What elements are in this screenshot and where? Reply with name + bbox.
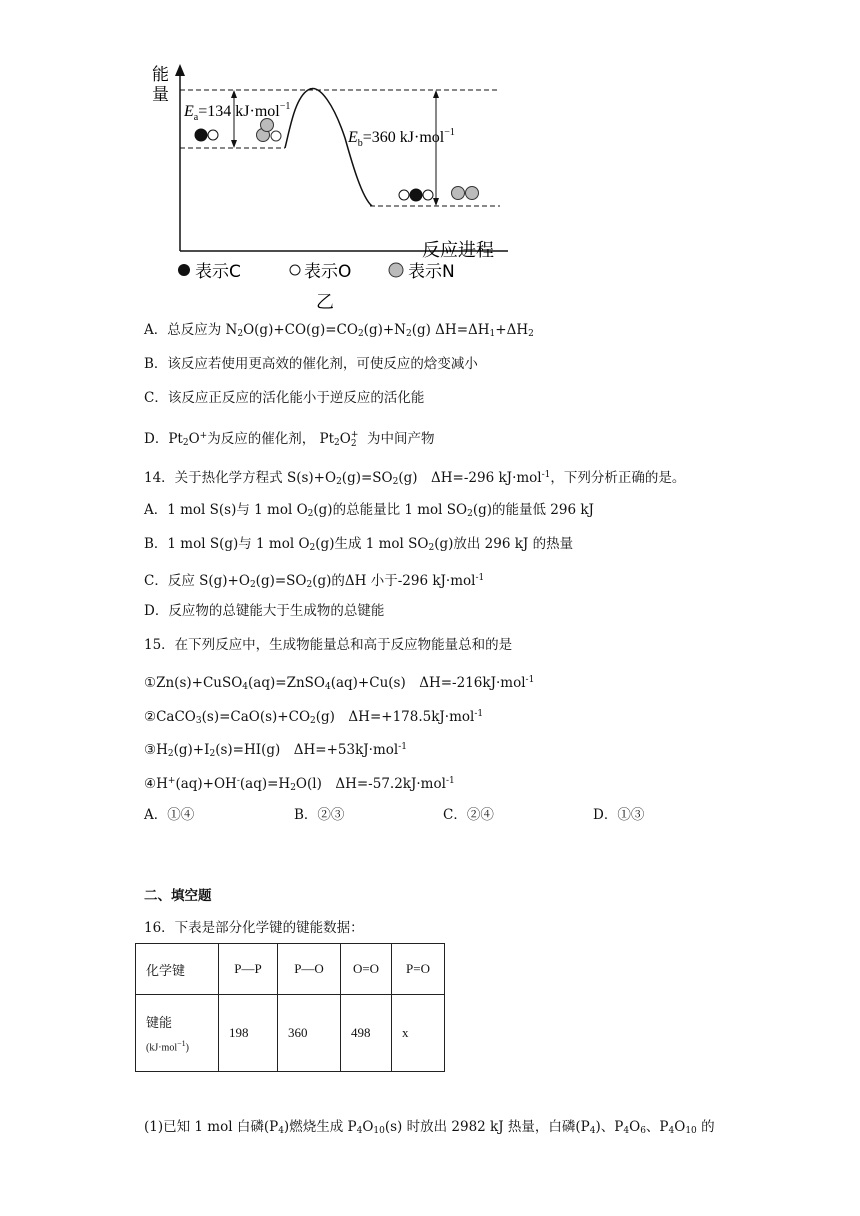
q14-option-d: D．反应物的总键能大于生成物的总键能 [144, 603, 385, 619]
energy-diagram-svg [140, 58, 520, 318]
table-row-label: 键能 (kJ·mol$^{-1}$) [136, 995, 219, 1072]
table-row [136, 995, 445, 1072]
x-axis-label: 反应进程 [422, 240, 494, 261]
legend-carbon-icon [178, 264, 190, 276]
table-header-cell: 化学键 [136, 944, 219, 995]
q14-option-c: C．反应 $S(g)+O_2(g)=SO_2(g)$的ΔH 小于-296 kJ·mol$^{-1}$ [144, 573, 485, 590]
q14-option-a: A．1 mol S(s)与 1 mol $O_2(g)$的总能量比 1 mol $SO_2(g)$的能量低 296 kJ [144, 502, 594, 519]
q13-option-a: A．总反应为 $N_2O(g)+CO(g)=CO_2(g)+N_2(g)$ $\Delta H=\Delta H_1+\Delta H_2$ [144, 322, 534, 339]
q15-reaction-1: ①Zn(s)+CuSO$_4$(aq)=ZnSO$_4$(aq)+Cu(s) ΔH=-216kJ·mol$^{-1}$ [144, 675, 535, 692]
y-axis-arrow [175, 64, 185, 76]
q15-option-b: B．②③ [294, 807, 345, 823]
table-header-row [136, 944, 445, 995]
q14-option-b: B．1 mol S(g)与 1 mol $O_2(g)$生成 1 mol $SO_2(g)$放出 296 kJ 的热量 [144, 536, 574, 553]
q15-reaction-2: $②CaCO_3(s)=CaO(s)+CO_2(g)$ ΔH=+178.5kJ·mol$^{-1}$ [144, 709, 484, 726]
oxygen-atom-icon [399, 190, 409, 200]
table-cell: x [392, 995, 445, 1072]
q16-part-1: (1)已知 1 mol 白磷$(P_4)$燃烧生成 $P_4O_{10}(s)$ 时放出 2982 kJ 热量，白磷$(P_4)$、$P_4O_6$、$P_4O_{10}$ 的 [144, 1119, 715, 1136]
energy-diagram [140, 58, 520, 318]
q13-option-c: C．该反应正反应的活化能小于逆反应的活化能 [144, 390, 425, 406]
nitrogen-atom-icon [261, 119, 274, 132]
legend-oxygen-label: 表示O [304, 262, 352, 282]
y-axis-label-bottom: 量 [152, 85, 169, 105]
q15-option-d: D．①③ [593, 807, 645, 823]
table-header-cell: O=O [341, 944, 392, 995]
q15-reaction-4: $④H^+(aq)+OH^-(aq)=H_2O(l)$ ΔH=-57.2kJ·mol$^{-1}$ [144, 776, 455, 793]
legend-carbon-label: 表示C [195, 262, 241, 282]
table-cell: 498 [341, 995, 392, 1072]
carbon-atom-icon [410, 189, 422, 201]
ea-label: $E_a=134$ kJ·mol$^{-1}$ [184, 101, 291, 123]
legend-nitrogen-label: 表示N [408, 262, 455, 282]
q15-options [144, 805, 704, 825]
oxygen-atom-icon [208, 130, 218, 140]
carbon-atom-icon [195, 129, 207, 141]
table-header-cell: P—P [219, 944, 278, 995]
nitrogen-atom-icon [466, 187, 479, 200]
nitrogen-atom-icon [452, 187, 465, 200]
q15-option-c: C．②④ [443, 807, 494, 823]
y-axis-label-top: 能 [152, 65, 169, 85]
q15-option-a: A．①④ [144, 807, 195, 823]
q13-option-b: B．该反应若使用更高效的催化剂，可使反应的焓变减小 [144, 356, 478, 372]
eb-label: $E_b=360$ kJ·mol$^{-1}$ [348, 127, 455, 149]
q15-reaction-3: $③H_2(g)+I_2(s)=HI(g)$ ΔH=+53kJ·mol$^{-1}$ [144, 742, 407, 759]
q16-stem: 16．下表是部分化学键的键能数据： [144, 920, 364, 936]
table-header-cell: P=O [392, 944, 445, 995]
table-cell: 198 [219, 995, 278, 1072]
bond-energy-table [135, 943, 445, 1072]
legend-nitrogen-icon [389, 263, 403, 277]
table-header-cell: P—O [278, 944, 341, 995]
q13-option-d: D．$Pt_2O^+$为反应的催化剂， $Pt_2O$ + 2 为中间产物 [144, 429, 435, 449]
oxygen-atom-icon [271, 131, 281, 141]
legend-oxygen-icon [290, 265, 300, 275]
oxygen-atom-icon [423, 190, 433, 200]
section-title: 二、填空题 [144, 888, 212, 904]
q15-stem: 15．在下列反应中，生成物能量总和高于反应物能量总和的是 [144, 637, 513, 653]
q14-stem: 14．关于热化学方程式 $S(s)+O_2(g)=SO_2(g)$ ΔH=-296 kJ·mol$^{-1}$，下列分析正确的是。 [144, 470, 686, 487]
table-cell: 360 [278, 995, 341, 1072]
diagram-caption: 乙 [316, 292, 334, 313]
table-row-unit: (kJ·mol$^{-1}$) [146, 1039, 189, 1054]
